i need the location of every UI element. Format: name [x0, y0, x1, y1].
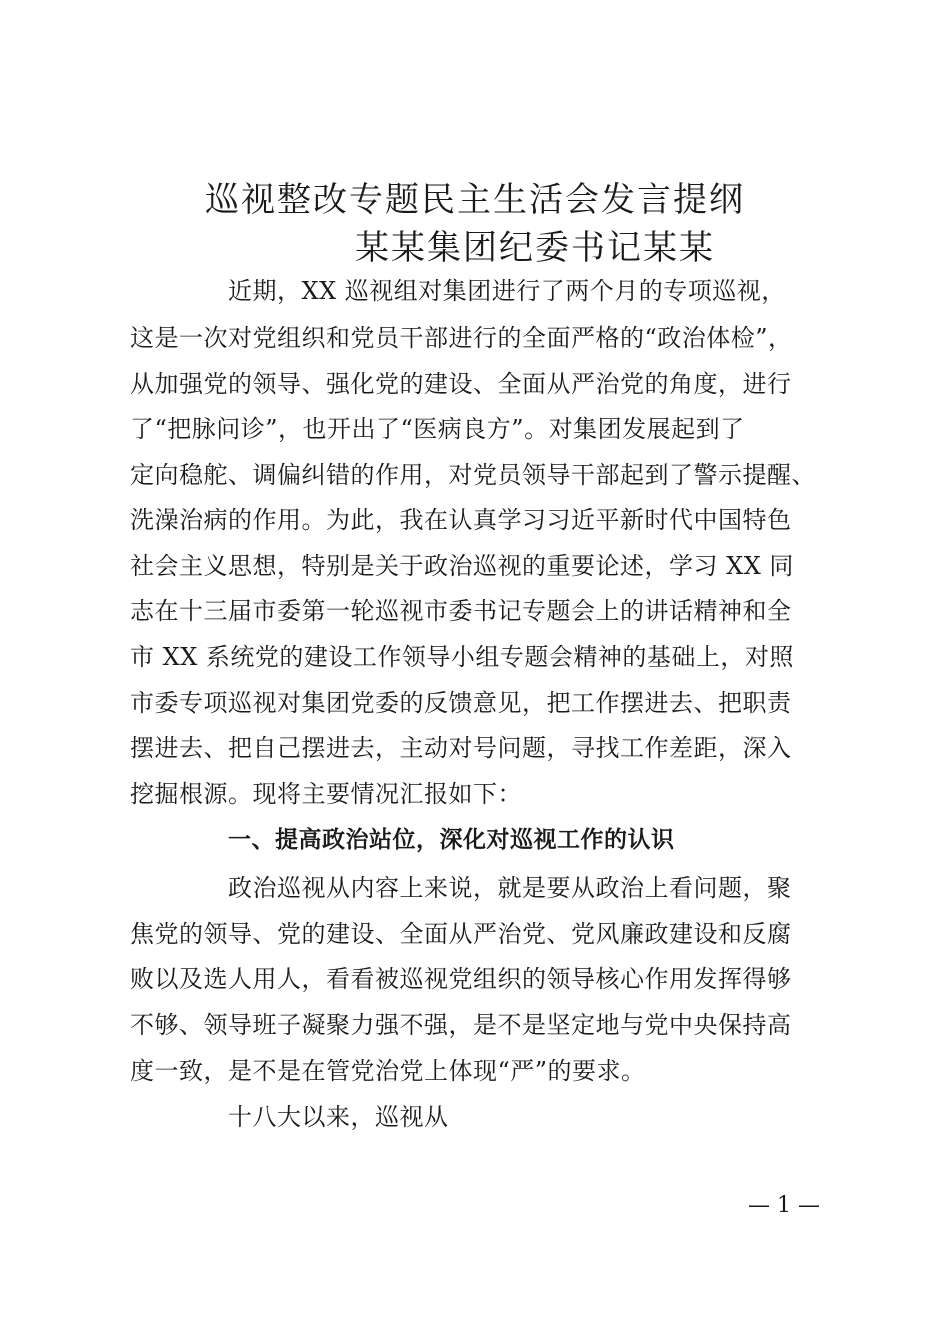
paragraph-line: 市委专项巡视对集团党委的反馈意见，把工作摆进去、把职责 [130, 689, 792, 717]
document-title: 巡视整改专题民主生活会发言提纲 [205, 180, 745, 220]
paragraph-line: 志在十三届市委第一轮巡视市委书记专题会上的讲话精神和全 [130, 597, 792, 625]
page-number: — 1 — [748, 1193, 820, 1218]
paragraph-line: 败以及选人用人，看看被巡视党组织的领导核心作用发挥得够 [130, 965, 792, 993]
section-heading: 一、提高政治站位，深化对巡视工作的认识 [228, 827, 675, 853]
paragraph-line: 政治巡视从内容上来说，就是要从政治上看问题，聚 [228, 874, 792, 902]
paragraph-line: 社会主义思想，特别是关于政治巡视的重要论述，学习 XX 同 [130, 552, 794, 580]
paragraph-line: 了“把脉问诊”，也开出了“医病良方”。对集团发展起到了 [130, 415, 745, 443]
paragraph-line: 市 XX 系统党的建设工作领导小组专题会精神的基础上，对照 [130, 643, 794, 671]
paragraph-line: 定向稳舵、调偏纠错的作用，对党员领导干部起到了警示提醒、 [130, 461, 816, 489]
paragraph-line: 摆进去、把自己摆进去，主动对号问题，寻找工作差距，深入 [130, 734, 792, 762]
document-subtitle: 某某集团纪委书记某某 [355, 228, 715, 268]
paragraph-line: 焦党的领导、党的建设、全面从严治党、党风廉政建设和反腐 [130, 920, 792, 948]
paragraph-line: 十八大以来，巡视从 [228, 1103, 449, 1131]
paragraph-line: 近期，XX 巡视组对集团进行了两个月的专项巡视， [228, 277, 786, 305]
paragraph-line: 这是一次对党组织和党员干部进行的全面严格的“政治体检”， [130, 324, 793, 352]
paragraph-line: 洗澡治病的作用。为此，我在认真学习习近平新时代中国特色 [130, 506, 792, 534]
paragraph-line: 度一致，是不是在管党治党上体现“严”的要求。 [130, 1057, 646, 1085]
paragraph-line: 挖掘根源。现将主要情况汇报如下： [130, 780, 522, 808]
paragraph-line: 不够、领导班子凝聚力强不强，是不是坚定地与党中央保持高 [130, 1011, 792, 1039]
paragraph-line: 从加强党的领导、强化党的建设、全面从严治党的角度，进行 [130, 370, 792, 398]
